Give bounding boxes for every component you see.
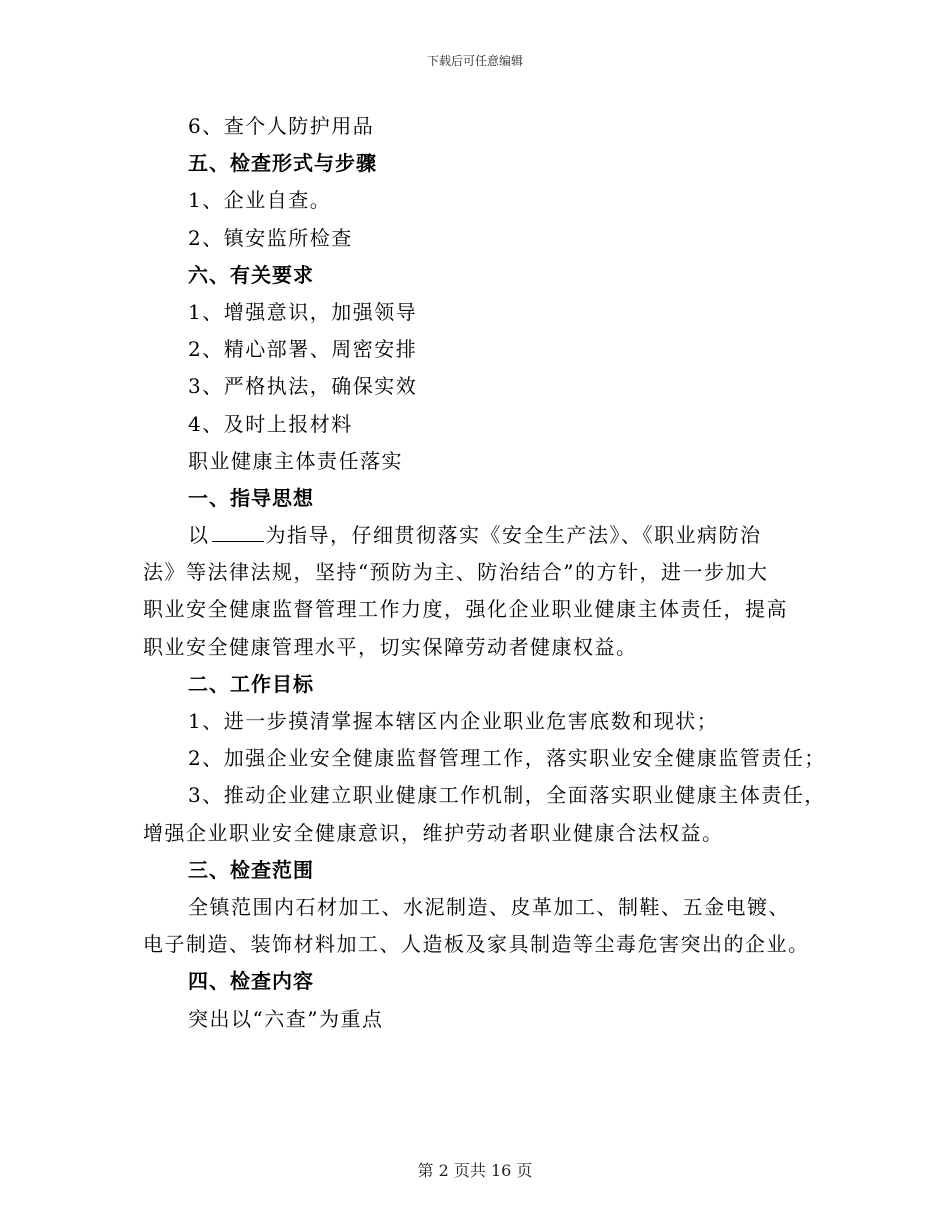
paragraph-line: 1、企业自查。 [188,188,332,213]
paragraph-continuation: 法》等法律法规，坚持“预防为主、防治结合”的方针，进一步加大 [143,560,769,585]
page-header: 下载后可任意编辑 [426,54,523,68]
paragraph-line: 2、加强企业安全健康监督管理工作，落实职业安全健康监管责任； [188,746,826,771]
paragraph-line: 3、严格执法，确保实效 [188,374,418,399]
paragraph-continuation: 增强企业职业安全健康意识，维护劳动者职业健康合法权益。 [143,820,724,845]
paragraph-line: 4、及时上报材料 [188,411,353,436]
paragraph-line: 突出以“六查”为重点 [188,1006,384,1031]
section-heading: 一、指导思想 [188,485,314,510]
paragraph-line: 1、进一步摸清掌握本辖区内企业职业危害底数和现状； [188,709,719,733]
paragraph-continuation: 电子制造、装饰材料加工、人造板及家具制造等尘毒危害突出的企业。 [143,932,810,957]
paragraph-line: 2、镇安监所检查 [188,225,353,250]
document-body [143,108,826,1038]
section-heading: 四、检查内容 [188,969,314,994]
paragraph-line: 6、查个人防护用品 [188,114,375,138]
section-heading: 六、有关要求 [188,262,314,287]
fill-in-blank [212,521,264,542]
paragraph-line-with-blank [143,517,823,554]
section-heading: 三、检查范围 [188,857,314,882]
text-before-blank: 以 [188,523,210,548]
page-footer: 第 2 页共 16 页 [417,1161,533,1180]
paragraph-line: 职业健康主体责任落实 [188,448,403,473]
paragraph-continuation: 职业安全健康监督管理工作力度，强化企业职业健康主体责任，提高 [143,597,788,622]
section-heading: 二、工作目标 [188,671,314,696]
paragraph-line: 2、精心部署、周密安排 [188,337,418,362]
section-heading: 五、检查形式与步骤 [188,151,377,176]
paragraph-continuation: 职业安全健康管理水平，切实保障劳动者健康权益。 [143,634,638,659]
paragraph-line: 1、增强意识，加强领导 [188,299,418,324]
text-after-blank: 为指导，仔细贯彻落实《安全生产法》、《职业病防治 [265,523,762,548]
paragraph-line: 3、推动企业建立职业健康工作机制，全面落实职业健康主体责任， [188,783,826,808]
paragraph-line: 全镇范围内石材加工、水泥制造、皮革加工、制鞋、五金电镀、 [188,894,790,919]
